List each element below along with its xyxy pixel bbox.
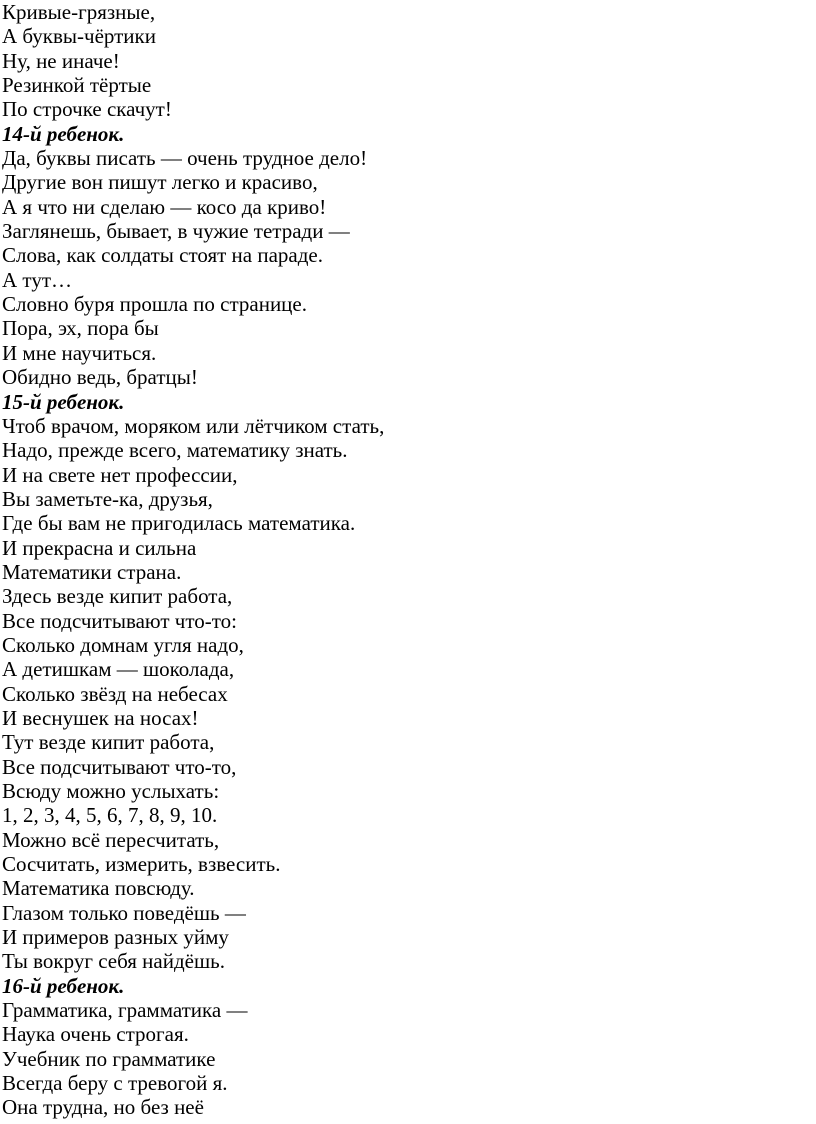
verse-line: Наука очень строгая. xyxy=(2,1022,189,1047)
verse-line: Резинкой тёртые xyxy=(2,73,152,98)
verse-line: А буквы-чёртики xyxy=(2,24,156,49)
verse-line: Где бы вам не пригодилась математика. xyxy=(2,511,356,536)
verse-line: Всюду можно услыхать: xyxy=(2,779,220,803)
speaker-heading: 15-й ребенок. xyxy=(2,389,125,414)
verse-line: Математики страна. xyxy=(2,559,182,584)
verse-line: Словно буря прошла по странице. xyxy=(2,292,307,317)
verse-line: Она трудна, но без неё xyxy=(2,1095,204,1120)
verse-line: Ты вокруг себя найдёшь. xyxy=(2,949,225,974)
verse-line: Сколько домнам угля надо, xyxy=(2,632,244,657)
verse-line: Учебник по грамматике xyxy=(2,1046,216,1071)
verse-line: А я что ни сделаю — косо да криво! xyxy=(2,194,327,219)
verse-line: Тут везде кипит работа, xyxy=(2,730,215,755)
verse-line: Пора, эх, пора бы xyxy=(2,316,159,341)
verse-line: Кривые-грязные, xyxy=(2,0,156,24)
verse-line: Ну, не иначе! xyxy=(2,48,120,73)
verse-line: Грамматика, грамматика — xyxy=(2,998,248,1023)
verse-line: Слова, как солдаты стоят на параде. xyxy=(2,243,323,268)
verse-line: Обидно ведь, братцы! xyxy=(2,365,198,390)
verse-line: 1, 2, 3, 4, 5, 6, 7, 8, 9, 10. xyxy=(2,803,218,828)
speaker-heading: 16-й ребенок. xyxy=(2,973,125,998)
verse-line: А тут… xyxy=(2,267,72,292)
verse-line: Надо, прежде всего, математику знать. xyxy=(2,438,348,463)
verse-line: Сколько звёзд на небесах xyxy=(2,681,228,706)
verse-line: Здесь везде кипит работа, xyxy=(2,584,233,609)
verse-line: Да, буквы писать — очень трудное дело! xyxy=(2,146,368,171)
verse-line: Вы заметьте-ка, друзья, xyxy=(2,486,213,511)
verse-line: Сосчитать, измерить, взвесить. xyxy=(2,852,281,877)
verse-line: Все подсчитывают что-то, xyxy=(2,754,237,779)
verse-line: По строчке скачут! xyxy=(2,97,172,122)
verse-line: Чтоб врачом, моряком или лётчиком стать, xyxy=(2,413,385,438)
verse-line: И веснушек на носах! xyxy=(2,705,199,730)
verse-line: И примеров разных уйму xyxy=(2,925,229,950)
speaker-heading: 14-й ребенок. xyxy=(2,121,125,146)
verse-line: И прекрасна и сильна xyxy=(2,535,197,560)
verse-line: И на свете нет профессии, xyxy=(2,462,238,487)
verse-line: Математика повсюду. xyxy=(2,876,195,901)
verse-line: И мне научиться. xyxy=(2,340,157,365)
verse-line: Заглянешь, бывает, в чужие тетради — xyxy=(2,219,350,244)
verse-line: Всегда беру с тревогой я. xyxy=(2,1071,228,1096)
verse-line: Можно всё пересчитать, xyxy=(2,827,220,852)
verse-line: Другие вон пишут легко и красиво, xyxy=(2,170,318,195)
verse-line: А детишкам — шоколада, xyxy=(2,657,235,682)
verse-line: Все подсчитывают что-то: xyxy=(2,608,237,633)
verse-line: Глазом только поведёшь — xyxy=(2,900,246,925)
